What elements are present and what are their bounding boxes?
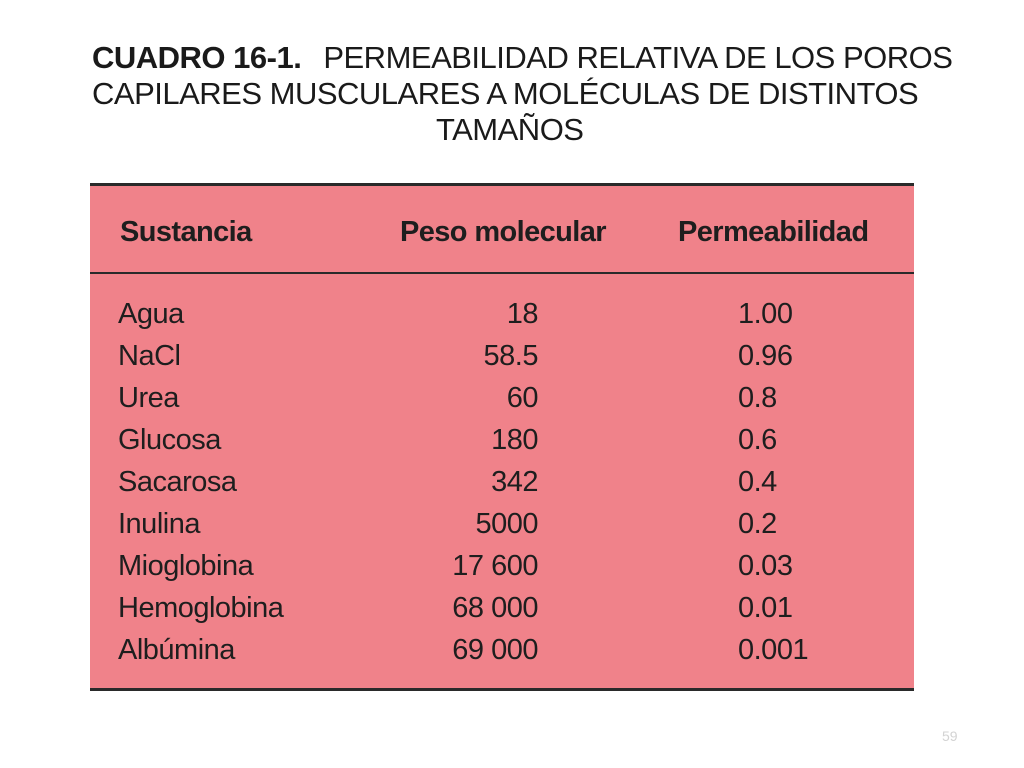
cell-sustancia: Urea	[118, 382, 179, 414]
cell-peso-molecular: 58.5	[483, 340, 538, 372]
cell-sustancia: Mioglobina	[118, 550, 254, 582]
table-row	[90, 629, 914, 671]
cell-permeabilidad: 0.8	[738, 382, 777, 414]
caption-label: CUADRO 16-1.	[92, 40, 302, 75]
cell-permeabilidad: 0.2	[738, 508, 777, 540]
cell-peso-molecular: 342	[491, 466, 538, 498]
caption-line-1	[92, 40, 953, 76]
table-caption	[92, 40, 953, 148]
table-body	[90, 293, 914, 671]
caption-text-1: PERMEABILIDAD RELATIVA DE LOS POROS	[323, 40, 953, 75]
caption-line-3: TAMAÑOS	[436, 112, 584, 147]
cell-peso-molecular: 5000	[475, 508, 538, 540]
table-row	[90, 545, 914, 587]
cell-permeabilidad: 0.03	[738, 550, 793, 582]
cell-peso-molecular: 17 600	[452, 550, 538, 582]
table-row	[90, 419, 914, 461]
cell-sustancia: Sacarosa	[118, 466, 237, 498]
table-row	[90, 587, 914, 629]
table-row	[90, 377, 914, 419]
cell-sustancia: Albúmina	[118, 634, 235, 666]
cell-sustancia: Agua	[118, 298, 184, 330]
cell-permeabilidad: 0.001	[738, 634, 809, 666]
cell-peso-molecular: 69 000	[452, 634, 538, 666]
cell-sustancia: Glucosa	[118, 424, 221, 456]
table-row	[90, 293, 914, 335]
cell-peso-molecular: 180	[491, 424, 538, 456]
page-number: 59	[942, 728, 958, 744]
cell-sustancia: Hemoglobina	[118, 592, 284, 624]
cell-permeabilidad: 0.96	[738, 340, 793, 372]
header-peso-molecular: Peso molecular	[400, 216, 606, 248]
permeability-table	[90, 183, 914, 691]
table-row	[90, 461, 914, 503]
caption-line-2: CAPILARES MUSCULARES A MOLÉCULAS DE DISTINTOS	[92, 76, 919, 111]
header-permeabilidad: Permeabilidad	[678, 216, 869, 248]
cell-permeabilidad: 0.01	[738, 592, 793, 624]
table-row	[90, 335, 914, 377]
cell-peso-molecular: 68 000	[452, 592, 538, 624]
cell-permeabilidad: 0.6	[738, 424, 777, 456]
cell-sustancia: NaCl	[118, 340, 181, 372]
cell-sustancia: Inulina	[118, 508, 200, 540]
table-header	[90, 186, 914, 274]
cell-permeabilidad: 0.4	[738, 466, 777, 498]
cell-peso-molecular: 60	[506, 382, 538, 414]
header-sustancia: Sustancia	[120, 216, 252, 248]
cell-permeabilidad: 1.00	[738, 298, 793, 330]
table-row	[90, 503, 914, 545]
cell-peso-molecular: 18	[506, 298, 538, 330]
